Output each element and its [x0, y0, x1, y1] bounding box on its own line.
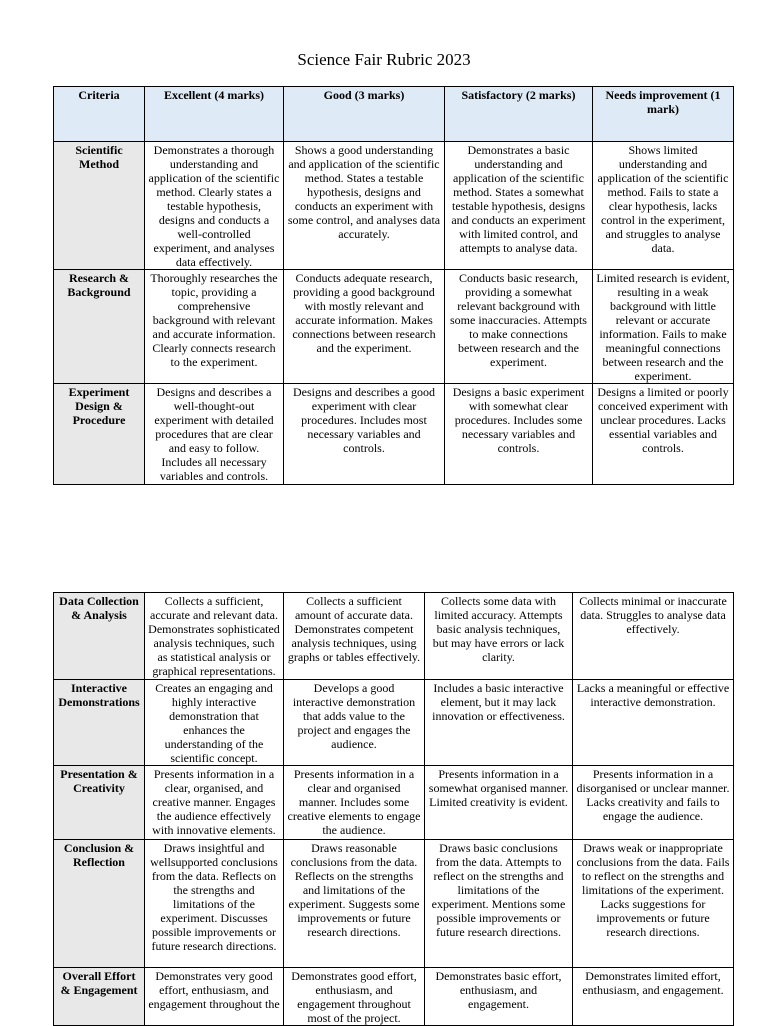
criterion-label: Experiment Design & Procedure [54, 384, 145, 485]
criterion-label: Presentation & Creativity [54, 766, 145, 840]
rubric-row [54, 384, 734, 485]
rubric-row [54, 968, 734, 1026]
header-criteria: Criteria [54, 87, 145, 142]
rubric-cell: Collects minimal or inaccurate data. Struggles to analyse data effectively. [573, 593, 734, 680]
criterion-label: Overall Effort & Engagement [54, 968, 145, 1026]
criterion-label: Research & Background [54, 270, 145, 384]
rubric-row [54, 766, 734, 840]
rubric-cell: Demonstrates very good effort, enthusiasm, and engagement throughout the [145, 968, 284, 1026]
header-excellent: Excellent (4 marks) [145, 87, 284, 142]
rubric-cell: Shows a good understanding and application of the scientific method. States a testable hypothesis, designs and conducts an experiment with some control, and analyses data accurately. [284, 142, 445, 270]
rubric-row [54, 593, 734, 680]
rubric-cell: Presents information in a somewhat organised manner. Limited creativity is evident. [425, 766, 573, 840]
rubric-cell: Draws basic conclusions from the data. Attempts to reflect on the strengths and limitations of the experiment. Mentions some possible improvements or future research directions. [425, 840, 573, 968]
rubric-cell: Conducts basic research, providing a somewhat relevant background with some inaccuracies. Attempts to make connections between research and the experiment. [445, 270, 593, 384]
rubric-cell: Lacks a meaningful or effective interactive demonstration. [573, 680, 734, 766]
rubric-cell: Presents information in a disorganised or unclear manner. Lacks creativity and fails to engage the audience. [573, 766, 734, 840]
rubric-cell: Conducts adequate research, providing a good background with mostly relevant and accurate information. Makes connections between research and the experiment. [284, 270, 445, 384]
header-good: Good (3 marks) [284, 87, 445, 142]
rubric-row [54, 840, 734, 968]
rubric-cell: Collects a sufficient, accurate and relevant data. Demonstrates sophisticated analysis techniques, such as statistical analysis or graphical representations. [145, 593, 284, 680]
rubric-cell: Draws insightful and wellsupported conclusions from the data. Reflects on the strengths and limitations of the experiment. Discusses possible improvements or future research directions. [145, 840, 284, 968]
rubric-cell: Presents information in a clear, organised, and creative manner. Engages the audience effectively with innovative elements. [145, 766, 284, 840]
rubric-cell: Draws reasonable conclusions from the data. Reflects on the strengths and limitations of the experiment. Suggests some improvements or future research directions. [284, 840, 425, 968]
rubric-cell: Draws weak or inappropriate conclusions from the data. Fails to reflect on the strengths and limitations of the experiment. Lacks suggestions for improvements or future research directions. [573, 840, 734, 968]
rubric-cell: Thoroughly researches the topic, providing a comprehensive background with relevant and accurate information. Clearly connects research to the experiment. [145, 270, 284, 384]
header-row [54, 87, 734, 142]
rubric-cell: Designs a basic experiment with somewhat clear procedures. Includes some necessary variables and controls. [445, 384, 593, 485]
criterion-label: Data Collection & Analysis [54, 593, 145, 680]
rubric-row [54, 142, 734, 270]
rubric-cell: Designs and describes a well-thought-out experiment with detailed procedures that are clear and easy to follow. Includes all necessary variables and controls. [145, 384, 284, 485]
rubric-cell: Shows limited understanding and application of the scientific method. Fails to state a clear hypothesis, lacks control in the experiment, and struggles to analyse data. [593, 142, 734, 270]
rubric-table-2 [53, 592, 734, 1026]
rubric-cell: Limited research is evident, resulting in a weak background with little relevant or accurate information. Fails to make meaningful connections between research and the experiment. [593, 270, 734, 384]
rubric-cell: Demonstrates a basic understanding and application of the scientific method. States a somewhat testable hypothesis, designs and conducts an experiment with limited control, and attempts to analyse data. [445, 142, 593, 270]
rubric-cell: Demonstrates a thorough understanding and application of the scientific method. Clearly states a testable hypothesis, designs and conducts a well-controlled experiment, and analyses data effectively. [145, 142, 284, 270]
rubric-cell: Designs a limited or poorly conceived experiment with unclear procedures. Lacks essential variables and controls. [593, 384, 734, 485]
rubric-cell: Collects a sufficient amount of accurate data. Demonstrates competent analysis techniques, using graphs or tables effectively. [284, 593, 425, 680]
rubric-row [54, 270, 734, 384]
criterion-label: Scientific Method [54, 142, 145, 270]
rubric-cell: Creates an engaging and highly interactive demonstration that enhances the understanding of the scientific concept. [145, 680, 284, 766]
rubric-cell: Demonstrates good effort, enthusiasm, and engagement throughout most of the project. [284, 968, 425, 1026]
header-satisfactory: Satisfactory (2 marks) [445, 87, 593, 142]
rubric-cell: Designs and describes a good experiment with clear procedures. Includes most necessary variables and controls. [284, 384, 445, 485]
rubric-cell: Includes a basic interactive element, but it may lack innovation or effectiveness. [425, 680, 573, 766]
rubric-cell: Presents information in a clear and organised manner. Includes some creative elements to engage the audience. [284, 766, 425, 840]
criterion-label: Interactive Demonstrations [54, 680, 145, 766]
rubric-cell: Demonstrates basic effort, enthusiasm, and engagement. [425, 968, 573, 1026]
header-needs-improvement: Needs improvement (1 mark) [593, 87, 734, 142]
rubric-cell: Develops a good interactive demonstration that adds value to the project and engages the audience. [284, 680, 425, 766]
page-title: Science Fair Rubric 2023 [297, 50, 471, 69]
rubric-table-1 [53, 86, 734, 485]
rubric-cell: Collects some data with limited accuracy. Attempts basic analysis techniques, but may have errors or lack clarity. [425, 593, 573, 680]
rubric-row [54, 680, 734, 766]
rubric-cell: Demonstrates limited effort, enthusiasm, and engagement. [573, 968, 734, 1026]
criterion-label: Conclusion & Reflection [54, 840, 145, 968]
